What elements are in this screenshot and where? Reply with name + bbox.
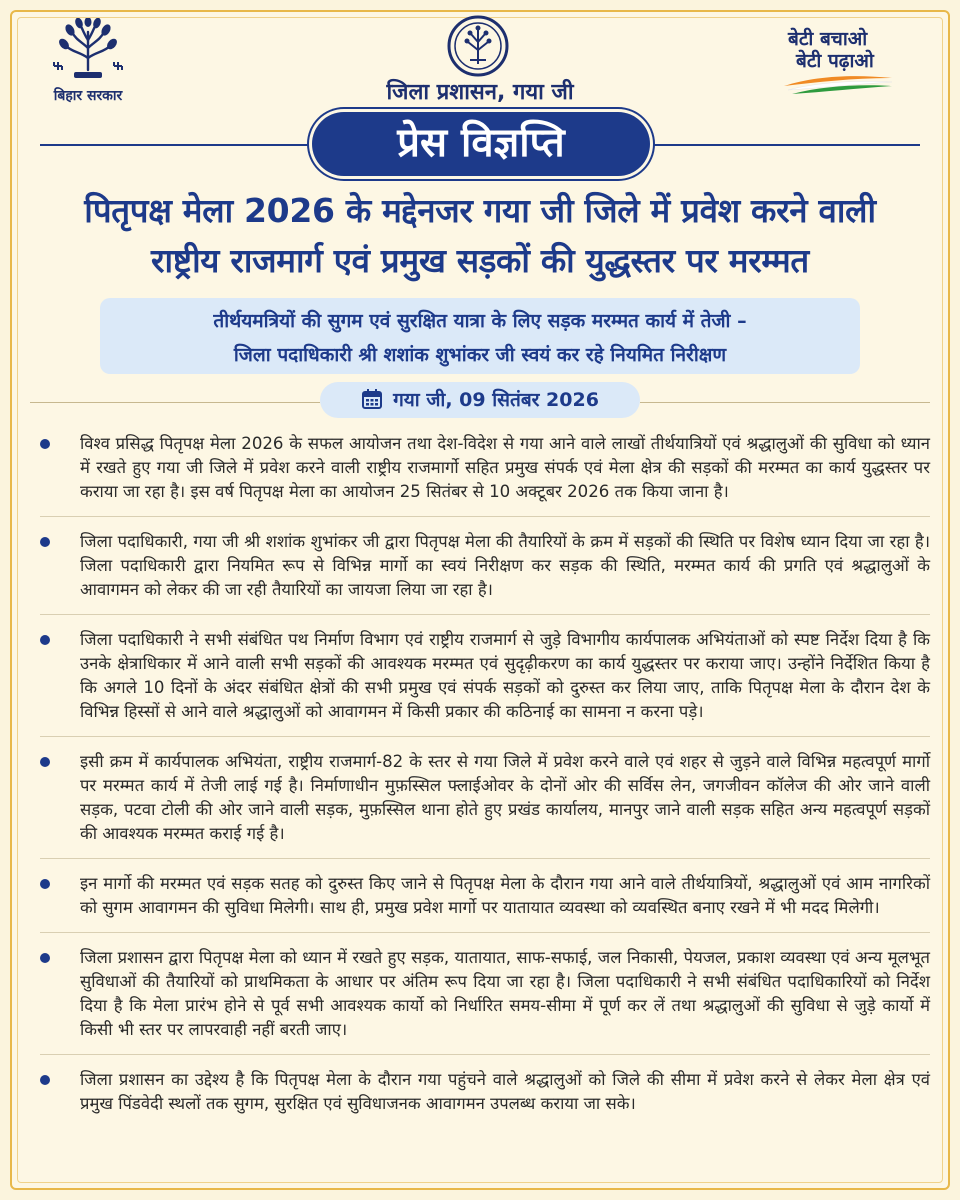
press-bullet-list [40, 432, 930, 1141]
subheadline-box [100, 298, 860, 374]
bullet-icon [40, 757, 50, 767]
subheadline-line-2: जिला पदाधिकारी श्री शशांक शुभांकर जी स्वयं कर रहे नियमित निरीक्षण [233, 344, 727, 366]
department-title: जिला प्रशासन, गया जी [386, 80, 574, 105]
paragraph-text: जिला प्रशासन द्वारा पितृपक्ष मेला को ध्यान में रखते हुए सड़क, यातायात, साफ-सफाई, जल निकासी, पेयजल, प्रकाश व्यवस्था एवं अन्य मूलभूत सुविधाओं की तैयारियों को प्राथमिकता के आधार पर अंतिम रूप दिया जा रहा है। जिला पदाधिकारी ने सभी संबंधित पदाधिकारियों को निर्देश दिया है कि मेला प्रारंभ होने से पूर्व सभी आवश्यक कार्यो को निर्धारित समय-सीमा में पूर्ण कर लें तथा श्रद्धालुओं की सुविधा से जुड़े कार्यो में किसी भी स्तर पर लापरवाही नहीं बरती जाए। [80, 948, 930, 1039]
paragraph-text: विश्व प्रसिद्ध पितृपक्ष मेला 2026 के सफल आयोजन तथा देश-विदेश से गया आने वाले लाखों तीर्थयात्रियों एवं श्रद्धालुओं की सुविधा को ध्यान में रखते हुए गया जी जिले में प्रवेश करने वाली राष्ट्रीय राजमार्गो सहित प्रमुख संपर्क एवं मेला क्षेत्र की सड़कों की मरम्मत का कार्य युद्धस्तर पर कराया जा रहा है। इस वर्ष पितृपक्ष मेला का आयोजन 25 सितंबर से 10 अक्टूबर 2026 तक किया जाना है। [80, 434, 930, 501]
bodhi-tree-emblem-icon [50, 18, 126, 84]
dateline-rule-left [30, 402, 320, 403]
paragraph-text: जिला पदाधिकारी ने सभी संबंधित पथ निर्माण विभाग एवं राष्ट्रीय राजमार्ग से जुड़े विभागीय कार्यपालक अभियंताओं को स्पष्ट निर्देश दिया है कि उनके क्षेत्राधिकार में आने वाली सभी सड़कों की आवश्यक मरम्मत एवं सुदृढ़ीकरण का कार्य युद्धस्तर पर कराया जाए। उन्होंने निर्देशित किया है कि अगले 10 दिनों के अंदर संबंधित क्षेत्रों की सभी प्रमुख एवं संपर्क सड़कों को दुरुस्त कर लिया जाए, ताकि पितृपक्ष मेला के दौरान देश के विभिन्न हिस्सों से आने वाले श्रद्धालुओं को आवागमन में किसी प्रकार की कठिनाई का सामना न करना पड़े। [80, 630, 930, 721]
bullet-icon [40, 879, 50, 889]
date-text: गया जी, 09 सितंबर 2026 [393, 389, 599, 411]
subheadline-line-1: तीर्थयमत्रियों की सुगम एवं सुरक्षित यात्रा के लिए सड़क मरम्मत कार्य में तेजी – [213, 310, 747, 332]
bihar-seal-icon [446, 14, 510, 78]
calendar-icon [361, 388, 383, 410]
tricolor-swoosh-icon [774, 74, 894, 96]
bullet-icon [40, 1075, 50, 1085]
paragraph-text: जिला पदाधिकारी, गया जी श्री शशांक शुभांकर जी द्वारा पितृपक्ष मेला की तैयारियों के क्रम में सड़कों की स्थिति पर विशेष ध्यान दिया जा रहा है। जिला पदाधिकारी द्वारा नियमित रूप से विभिन्न मार्गो का स्वयं निरीक्षण कर सड़क की स्थिति, मरम्मत कार्य की प्रगति एवं श्रद्धालुओं के आवागमन को लेकर की जा रही तैयारियों का जायजा लिया जा रहा है। [80, 532, 930, 599]
press-rule-right [652, 144, 920, 146]
press-release-title: प्रेस विज्ञप्ति [312, 112, 650, 176]
list-item [40, 872, 930, 933]
list-item [40, 750, 930, 859]
bullet-icon [40, 537, 50, 547]
paragraph-text: जिला प्रशासन का उद्देश्य है कि पितृपक्ष मेला के दौरान गया पहुंचने वाले श्रद्धालुओं को जिले की सीमा में प्रवेश करने से लेकर मेला क्षेत्र एवं प्रमुख पिंडवेदी स्थलों तक सुगम, सुरक्षित एवं सुविधाजनक आवागमन उपलब्ध कराया जा सके। [80, 1070, 930, 1113]
list-item [40, 628, 930, 737]
headline-line-2: राष्ट्रीय राजमार्ग एवं प्रमुख सड़कों की युद्धस्तर पर मरम्मत [151, 241, 809, 280]
govt-label: बिहार सरकार [53, 88, 123, 104]
bullet-icon [40, 439, 50, 449]
bullet-icon [40, 635, 50, 645]
headline [20, 186, 940, 286]
beti-bachao-logo [774, 28, 924, 96]
list-item [40, 946, 930, 1055]
campaign-line-2: बेटी पढ़ाओ [796, 50, 874, 72]
list-item [40, 1068, 930, 1128]
list-item [40, 530, 930, 615]
campaign-line-1: बेटी बचाओ [788, 28, 868, 50]
dateline-rule-right [640, 402, 930, 403]
headline-line-1: पितृपक्ष मेला 2026 के मद्देनजर गया जी जिले में प्रवेश करने वाली [84, 191, 876, 230]
press-rule-left [40, 144, 310, 146]
paragraph-text: इन मार्गो की मरम्मत एवं सड़क सतह को दुरुस्त किए जाने से पितृपक्ष मेला के दौरान गया आने वाले तीर्थयात्रियों, श्रद्धालुओं एवं आम नागरिकों को सुगम आवागमन की सुविधा मिलेगी। साथ ही, प्रमुख प्रवेश मार्गो पर यातायात व्यवस्था को व्यवस्थित बनाए रखने में भी मदद मिलेगी। [80, 874, 930, 917]
bullet-icon [40, 953, 50, 963]
date-pill [320, 382, 640, 418]
list-item [40, 432, 930, 517]
paragraph-text: इसी क्रम में कार्यपालक अभियंता, राष्ट्रीय राजमार्ग-82 के स्तर से गया जिले में प्रवेश करने वाले एवं शहर से जुड़ने वाले विभिन्न महत्वपूर्ण मार्गो पर मरम्मत कार्य में तेजी लाई गई है। निर्माणाधीन मुफ़स्सिल फ्लाईओवर के दोनों ओर की सर्विस लेन, जगजीवन कॉलेज की ओर जाने वाली सड़क, पटवा टोली की ओर जाने वाली सड़क, मुफ़स्सिल थाना होते हुए प्रखंड कार्यालय, मानपुर जाने वाली सड़क सहित अन्य महत्वपूर्ण सड़कों की आवश्यक मरम्मत कराई गई है। [80, 752, 930, 843]
dateline [0, 382, 960, 418]
